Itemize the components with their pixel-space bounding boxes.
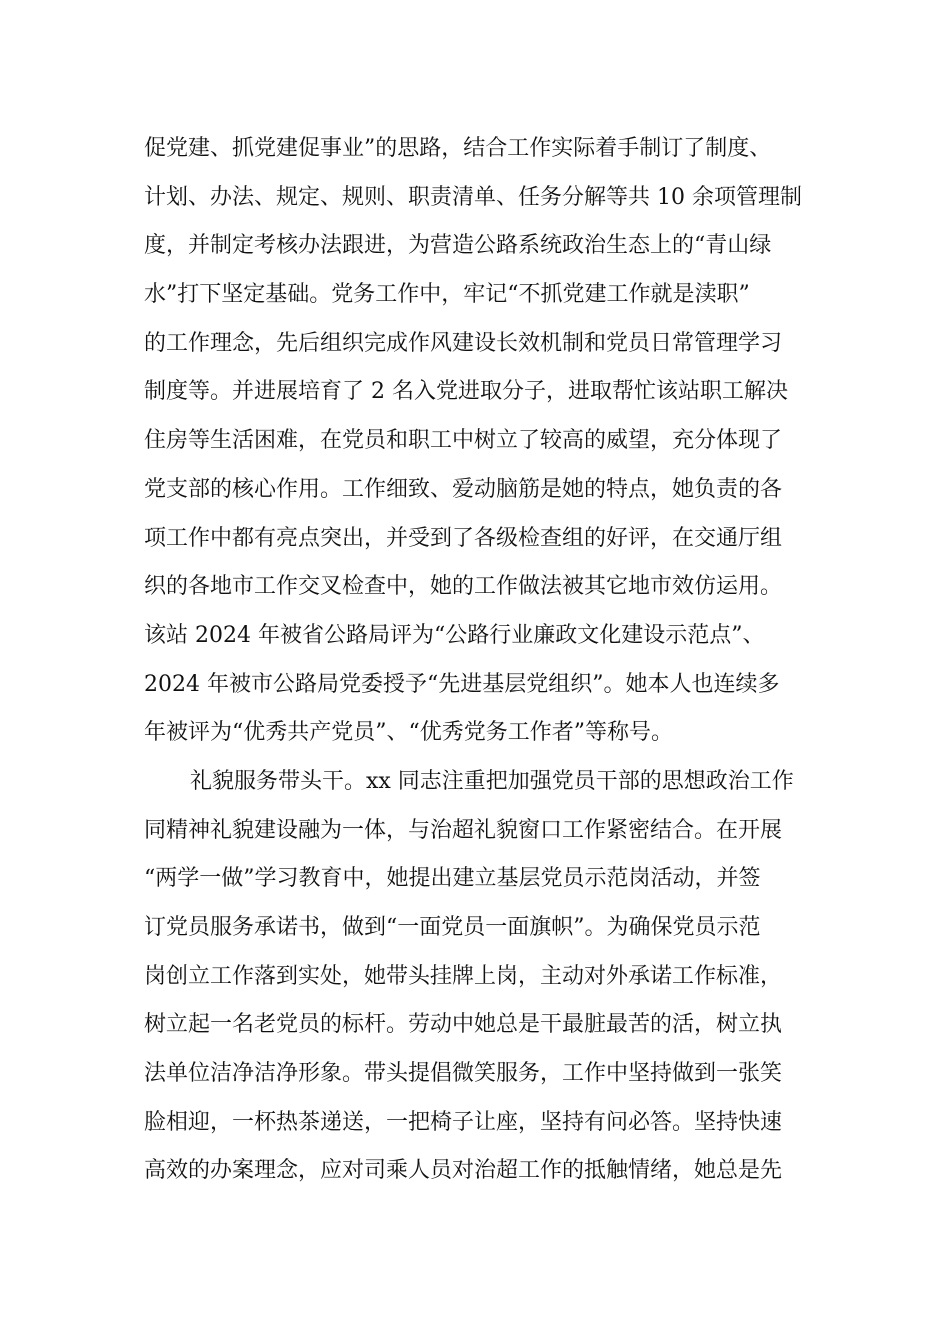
text-line: 度，并制定考核办法跟进，为营造公路系统政治生态上的“青山绿 — [144, 233, 772, 259]
text-line: 同精神礼貌建设融为一体，与治超礼貌窗口工作紧密结合。在开展 — [144, 817, 783, 843]
text-line: 该站 2024 年被省公路局评为“公路行业廉政文化建设示范点”、 — [144, 622, 765, 648]
text-line: 党支部的核心作用。工作细致、爱动脑筋是她的特点，她负责的各 — [144, 476, 783, 502]
text-line: 岗创立工作落到实处，她带头挂牌上岗，主动对外承诺工作标准， — [144, 963, 783, 989]
paragraph-2 — [144, 758, 814, 1196]
text-line: 高效的办案理念，应对司乘人员对治超工作的抵触情绪，她总是先 — [144, 1158, 783, 1184]
paragraph-1 — [144, 125, 814, 758]
text-line: 织的各地市工作交叉检查中，她的工作做法被其它地市效仿运用。 — [144, 574, 783, 600]
text-line: 树立起一名老党员的标杆。劳动中她总是干最脏最苦的活，树立执 — [144, 1012, 783, 1038]
text-line: 制度等。并进展培育了 2 名入党进取分子，进取帮忙该站职工解决 — [144, 379, 788, 405]
text-line: 住房等生活困难，在党员和职工中树立了较高的威望，充分体现了 — [144, 428, 783, 454]
text-line: 脸相迎，一杯热茶递送，一把椅子让座，坚持有问必答。坚持快速 — [144, 1109, 783, 1135]
text-line: 项工作中都有亮点突出，并受到了各级检查组的好评，在交通厅组 — [144, 525, 783, 551]
text-line: 法单位洁净洁净形象。带头提倡微笑服务，工作中坚持做到一张笑 — [144, 1061, 783, 1087]
text-line: “两学一做”学习教育中，她提出建立基层党员示范岗活动，并签 — [144, 866, 761, 892]
text-line: 2024 年被市公路局党委授予“先进基层党组织”。她本人也连续多 — [144, 671, 780, 697]
text-line: 计划、办法、规定、规则、职责清单、任务分解等共 10 余项管理制 — [144, 184, 802, 210]
text-line: 礼貌服务带头干。xx 同志注重把加强党员干部的思想政治工作 — [190, 768, 794, 794]
text-line: 促党建、抓党建促事业”的思路，结合工作实际着手制订了制度、 — [144, 136, 772, 161]
text-line: 订党员服务承诺书，做到“一面党员一面旗帜”。为确保党员示范 — [144, 915, 761, 940]
text-line: 水”打下坚定基础。党务工作中，牢记“不抓党建工作就是渎职” — [144, 282, 750, 308]
text-line: 年被评为“优秀共产党员”、“优秀党务工作者”等称号。 — [144, 720, 673, 746]
document-body — [144, 125, 814, 1196]
text-line: 的工作理念，先后组织完成作风建设长效机制和党员日常管理学习 — [144, 330, 783, 356]
